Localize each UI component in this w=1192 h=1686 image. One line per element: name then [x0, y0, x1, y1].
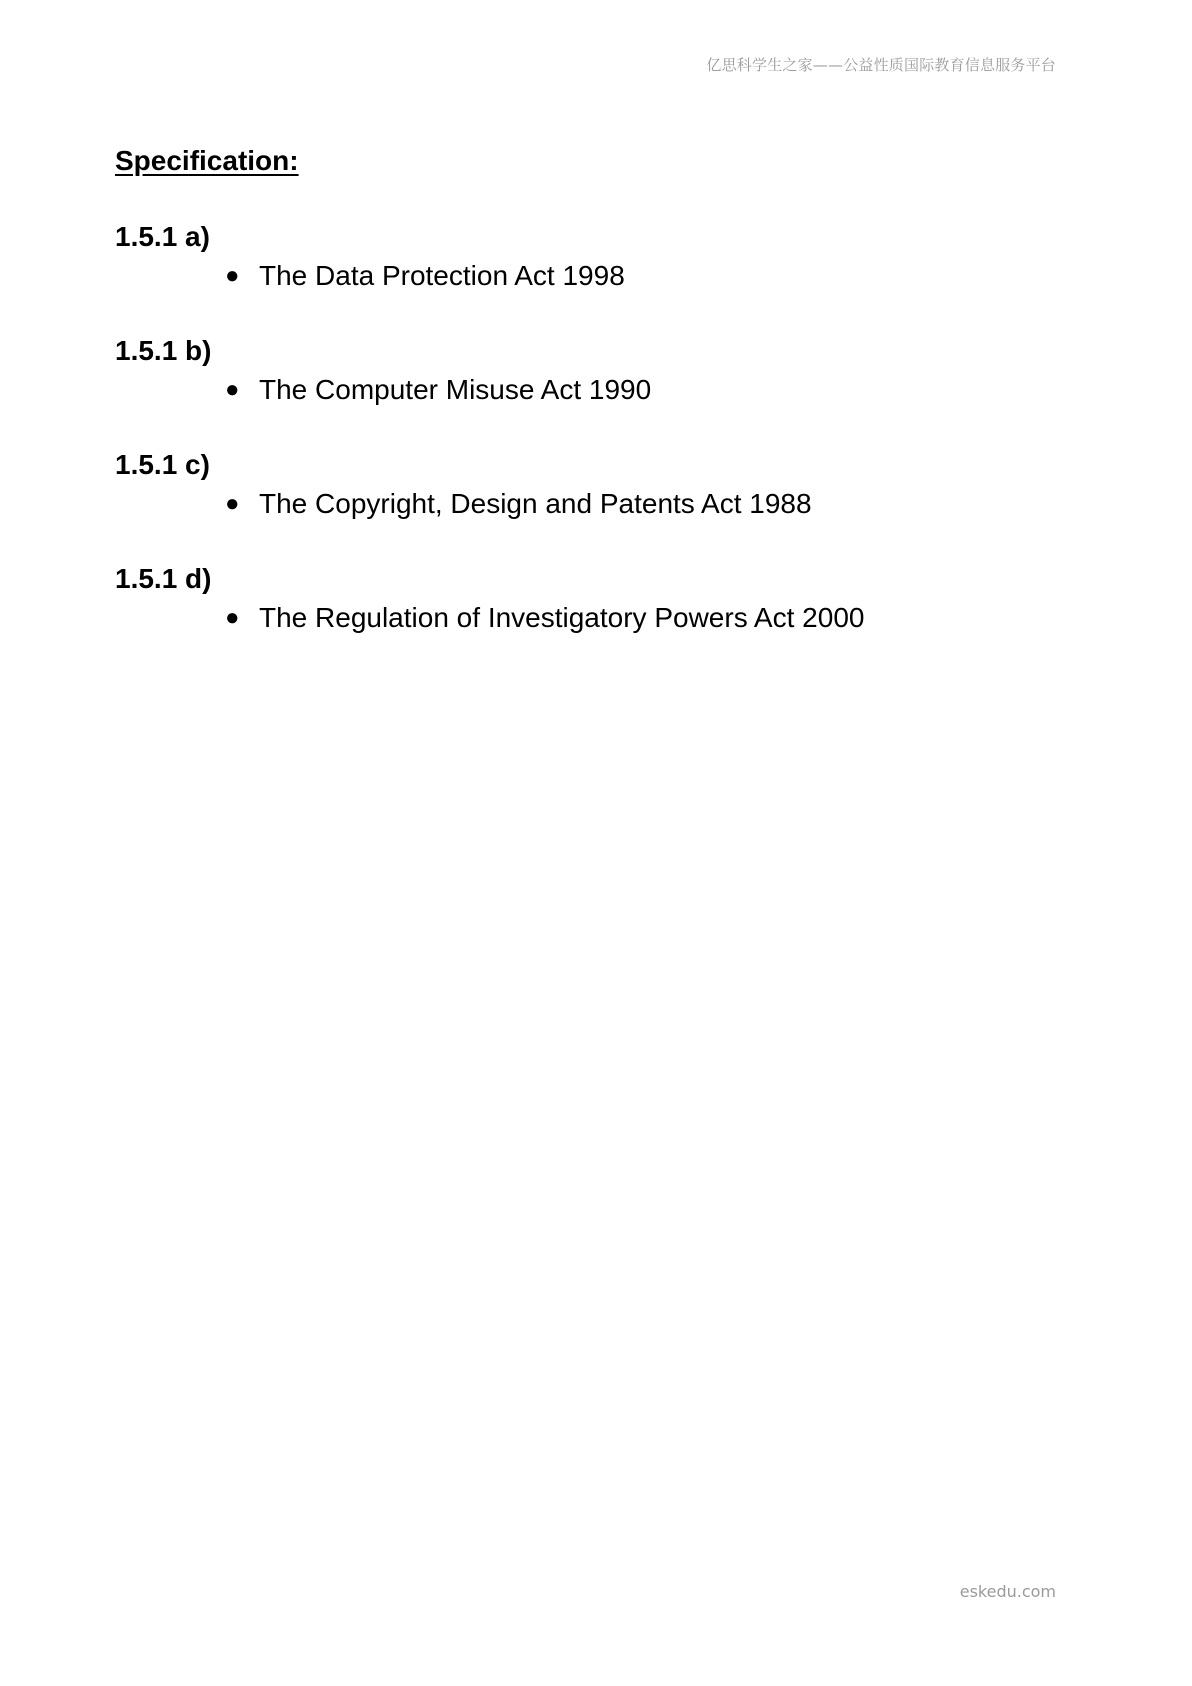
- bullet-icon: ●: [225, 490, 240, 517]
- section-heading: 1.5.1 a): [115, 221, 210, 252]
- list-item: [115, 600, 1075, 636]
- section-heading: 1.5.1 d): [115, 563, 212, 594]
- list-item-text: The Copyright, Design and Patents Act 1988: [259, 488, 812, 519]
- list-item: [115, 258, 1075, 294]
- list-item-text: The Computer Misuse Act 1990: [259, 374, 652, 405]
- bullet-icon: ●: [225, 604, 240, 631]
- footer-watermark: eskedu.com: [959, 1582, 1056, 1601]
- specification-title: Specification:: [115, 145, 299, 176]
- bullet-icon: ●: [225, 262, 240, 289]
- spec-section-a: [115, 220, 1075, 294]
- header-watermark: 亿思科学生之家——公益性质国际教育信息服务平台: [706, 56, 1056, 74]
- spec-section-b: [115, 334, 1075, 408]
- bullet-list: [115, 258, 1075, 294]
- spec-section-c: [115, 448, 1075, 522]
- section-heading: 1.5.1 b): [115, 335, 212, 366]
- section-heading: 1.5.1 c): [115, 449, 210, 480]
- list-item: [115, 372, 1075, 408]
- list-item: [115, 486, 1075, 522]
- document-body: [115, 144, 1075, 676]
- list-item-text: The Regulation of Investigatory Powers Act 2000: [259, 602, 865, 633]
- bullet-icon: ●: [225, 376, 240, 403]
- bullet-list: [115, 372, 1075, 408]
- spec-section-d: [115, 562, 1075, 636]
- bullet-list: [115, 600, 1075, 636]
- list-item-text: The Data Protection Act 1998: [259, 260, 625, 291]
- bullet-list: [115, 486, 1075, 522]
